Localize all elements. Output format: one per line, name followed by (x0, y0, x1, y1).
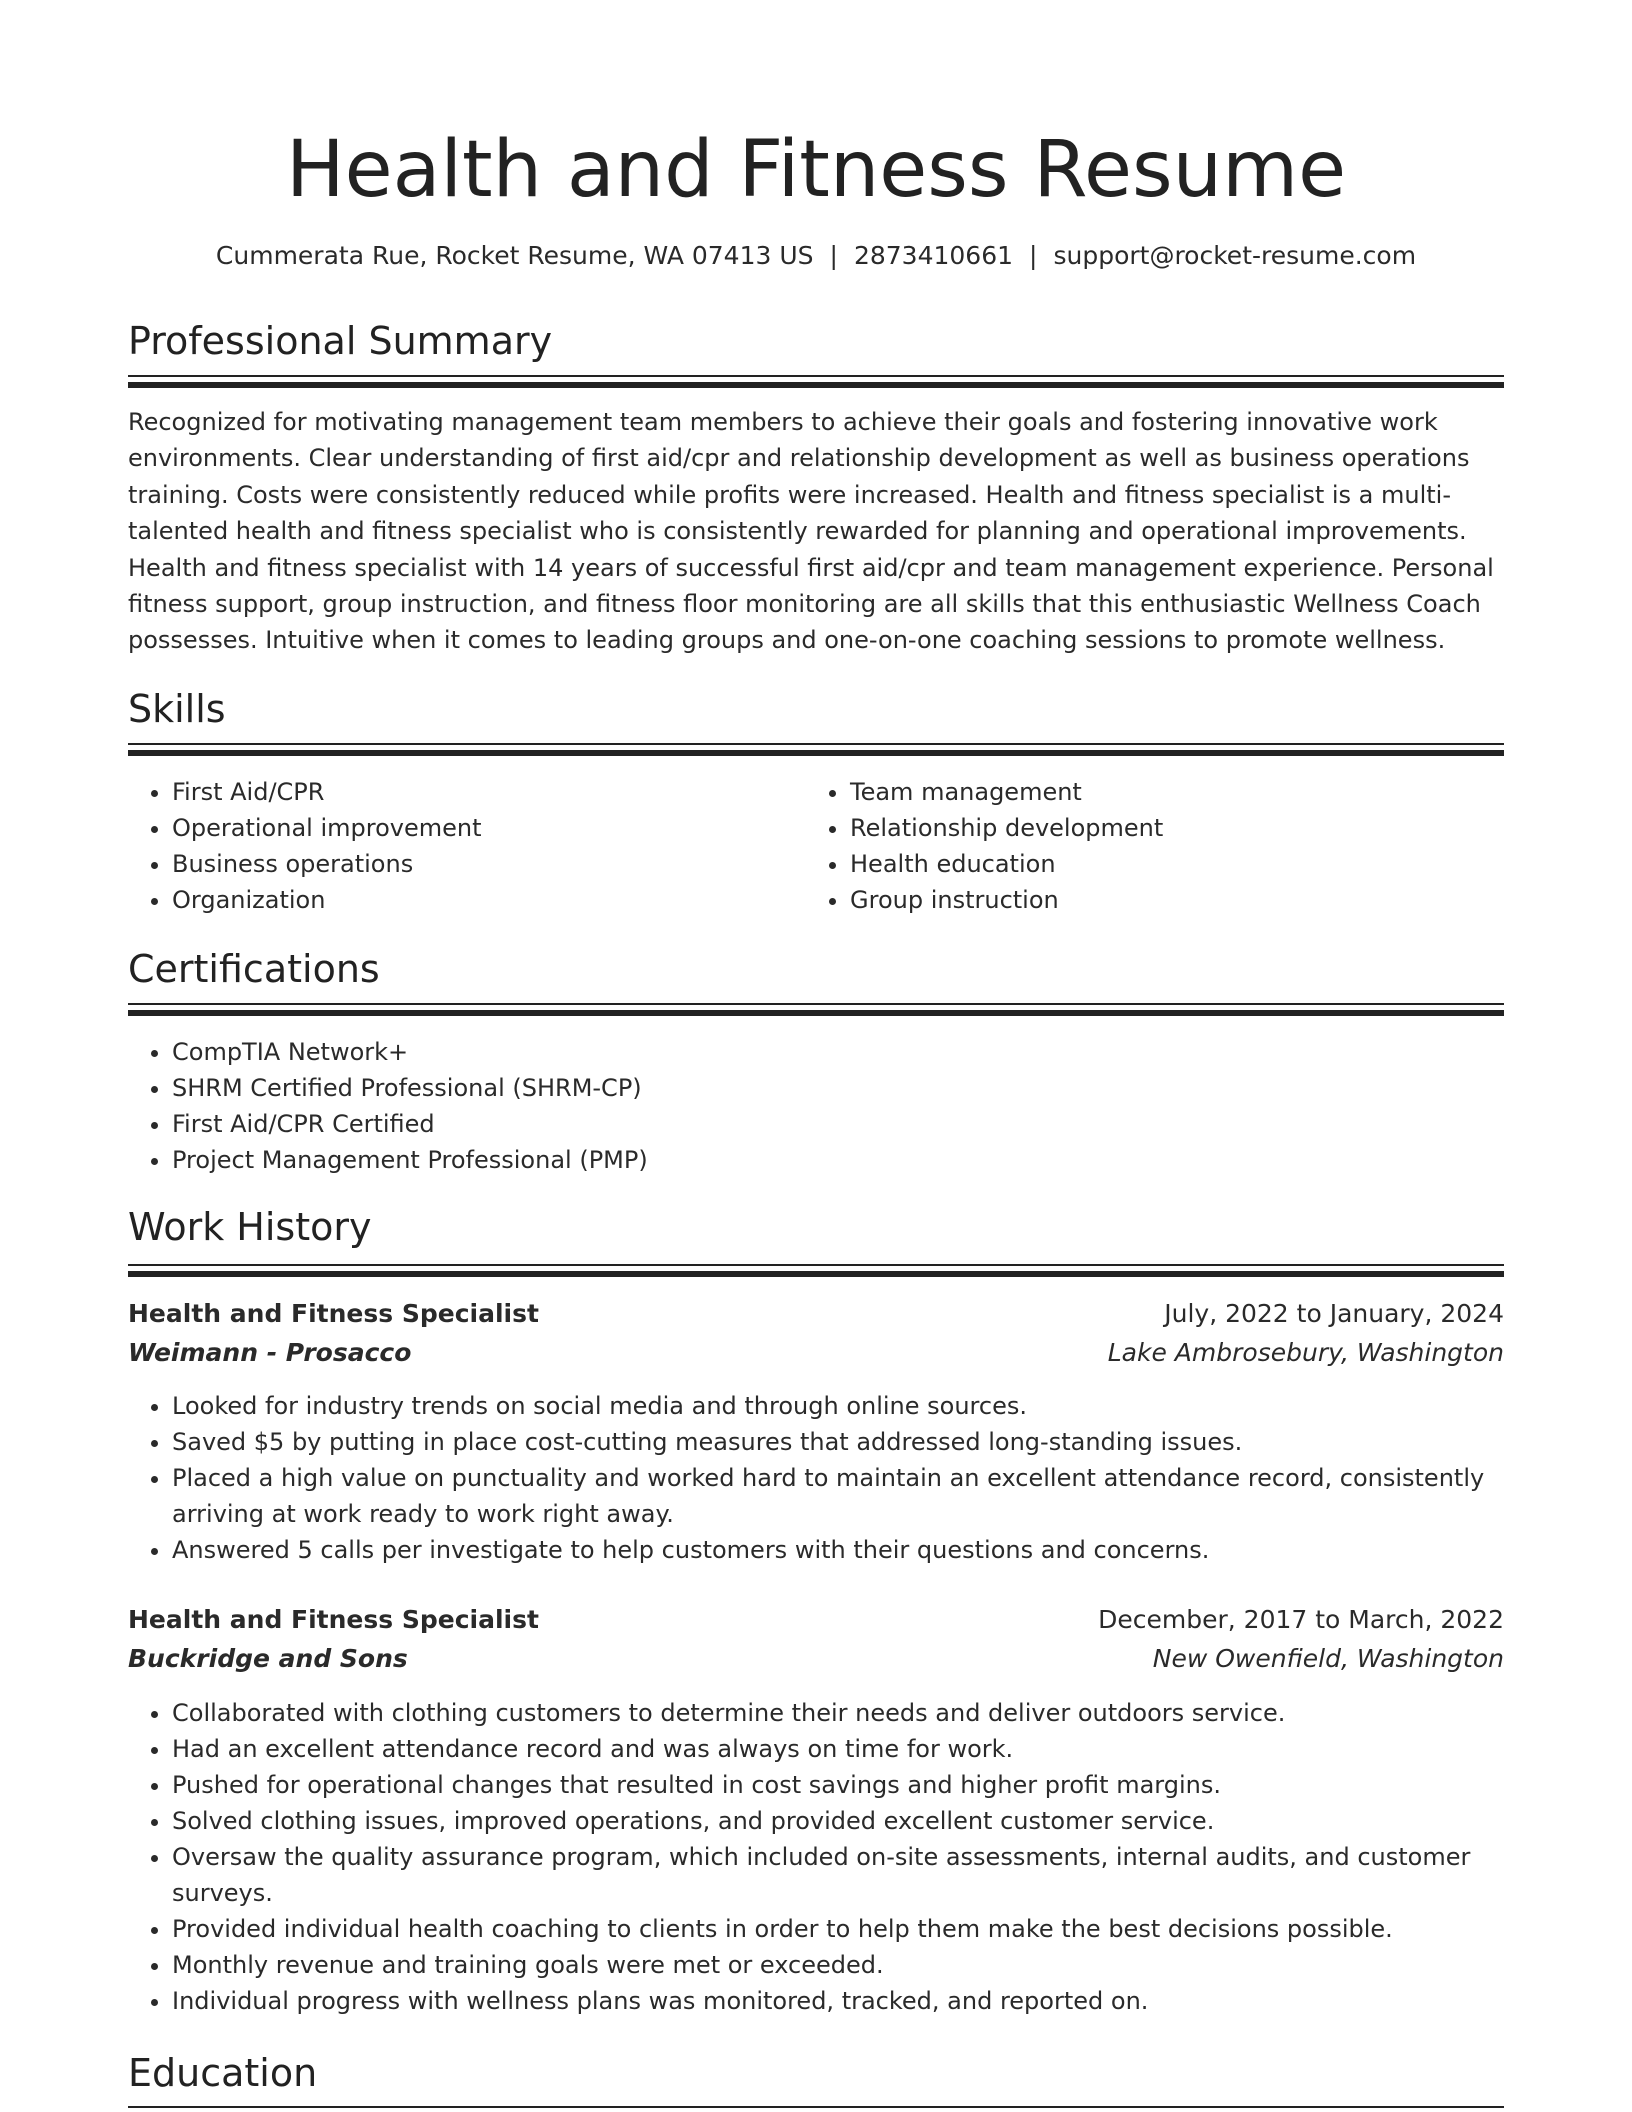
job-company: Buckridge and Sons (128, 1644, 408, 1673)
list-item: • Pushed for operational changes that resulted in cost savings and higher profit margins. (172, 1767, 1504, 1803)
list-item: • Organization (172, 882, 802, 918)
skills-list-left (128, 774, 802, 918)
list-item: • First Aid/CPR Certified (172, 1106, 1504, 1142)
contact-address: Cummerata Rue, Rocket Resume, WA 07413 US (215, 241, 814, 270)
section-divider (128, 2106, 1504, 2112)
contact-separator: | (1029, 241, 1038, 270)
section-divider (128, 743, 1504, 757)
job-title: Health and Fitness Specialist (128, 1605, 539, 1634)
list-item: • First Aid/CPR (172, 774, 802, 810)
list-item: • Team management (850, 774, 1480, 810)
job-location: Lake Ambrosebury, Washington (1107, 1338, 1504, 1367)
contact-phone: 2873410661 (853, 241, 1014, 270)
section-title-education: Education (128, 2051, 318, 2095)
list-item: • Health education (850, 846, 1480, 882)
list-item: • Group instruction (850, 882, 1480, 918)
section-divider (128, 1264, 1504, 1278)
job-location: New Owenfield, Washington (1152, 1644, 1504, 1673)
section-title-certifications: Certifications (128, 947, 380, 991)
list-item: • Looked for industry trends on social media and through online sources. (172, 1388, 1504, 1424)
job-bullets (128, 1388, 1504, 1568)
section-title-skills: Skills (128, 687, 226, 731)
list-item: • Business operations (172, 846, 802, 882)
list-item: • Answered 5 calls per investigate to help customers with their questions and concerns. (172, 1532, 1504, 1568)
summary-text: Recognized for motivating management team members to achieve their goals and fostering innovative work environments. Clear understanding of first aid/cpr and relationship development as well as business operations training. Costs were consistently reduced while profits were increased. Health and fitness specialist is a multi-talented health and fitness specialist who is consistently rewarded for planning and operational improvements. Health and fitness specialist with 14 years of successful first aid/cpr and team management experience. Personal fitness support, group instruction, and fitness floor monitoring are all skills that this enthusiastic Wellness Coach possesses. Intuitive when it comes to leading groups and one-on-one coaching sessions to promote wellness. (128, 408, 1494, 655)
list-item: • Relationship development (850, 810, 1480, 846)
list-item: • Saved $5 by putting in place cost-cutting measures that addressed long-standing issues. (172, 1424, 1504, 1460)
contact-line (128, 238, 1504, 274)
job-bullets (128, 1695, 1504, 2019)
section-title-summary: Professional Summary (128, 319, 553, 363)
list-item: • Monthly revenue and training goals were met or exceeded. (172, 1947, 1504, 1983)
job-title: Health and Fitness Specialist (128, 1299, 539, 1328)
job-dates: July, 2022 to January, 2024 (1164, 1299, 1504, 1328)
list-item: • Operational improvement (172, 810, 802, 846)
list-item: • SHRM Certified Professional (SHRM-CP) (172, 1070, 1504, 1106)
list-item: • Placed a high value on punctuality and worked hard to maintain an excellent attendance record, consistently arriving at work ready to work right away. (172, 1460, 1504, 1532)
job-dates: December, 2017 to March, 2022 (1098, 1605, 1504, 1634)
certifications-list (128, 1034, 1504, 1178)
list-item: • Solved clothing issues, improved operations, and provided excellent customer service. (172, 1803, 1504, 1839)
resume-title: Health and Fitness Resume (285, 125, 1347, 215)
section-title-work-history: Work History (128, 1205, 372, 1249)
job-company: Weimann - Prosacco (128, 1338, 412, 1367)
section-divider (128, 1003, 1504, 1017)
list-item: • Oversaw the quality assurance program, which included on-site assessments, internal audits, and customer surveys. (172, 1839, 1504, 1911)
contact-email: support@rocket-resume.com (1053, 241, 1417, 270)
list-item: • Project Management Professional (PMP) (172, 1142, 1504, 1178)
list-item: • CompTIA Network+ (172, 1034, 1504, 1070)
list-item: • Had an excellent attendance record and was always on time for work. (172, 1731, 1504, 1767)
skills-list-right (806, 774, 1480, 918)
list-item: • Provided individual health coaching to clients in order to help them make the best decisions possible. (172, 1911, 1504, 1947)
section-divider (128, 375, 1504, 389)
contact-separator: | (829, 241, 838, 270)
list-item: • Individual progress with wellness plans was monitored, tracked, and reported on. (172, 1983, 1504, 2019)
list-item: • Collaborated with clothing customers to determine their needs and deliver outdoors service. (172, 1695, 1504, 1731)
